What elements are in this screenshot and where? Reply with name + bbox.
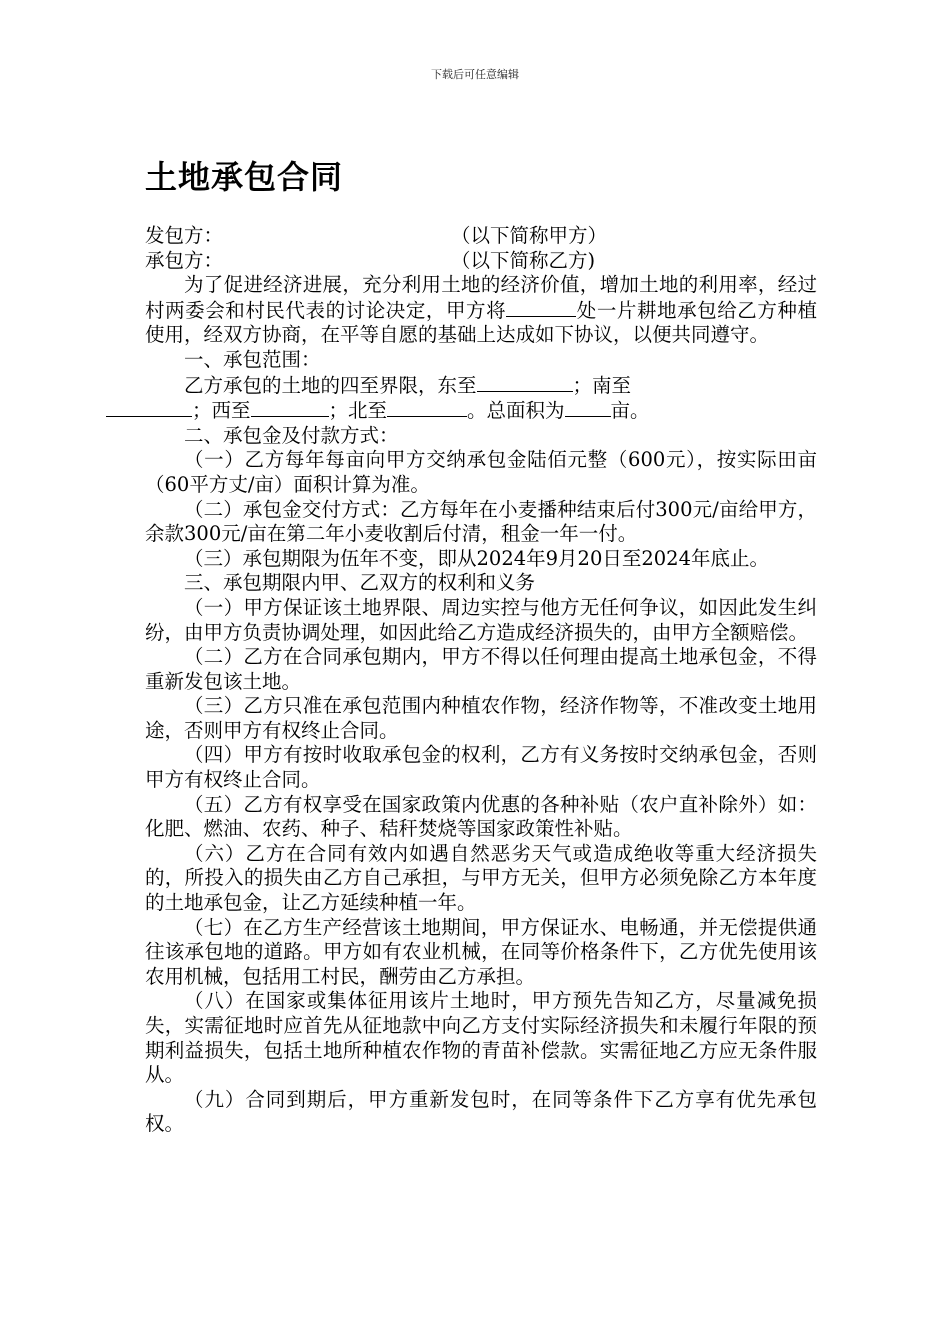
section3-item: （三）乙方只准在承包范围内种植农作物，经济作物等，不准改变土地用途，否则甲方有权终止合同。 [145, 694, 817, 742]
contractor-note: （以下简称乙方) [451, 248, 596, 272]
section3-item: （六）乙方在合同有效内如遇自然恶劣天气或造成绝收等重大经济损失的，所投入的损失由乙方自己承担，与甲方无关，但甲方必须免除乙方本年度的土地承包金，让乙方延续种植一年。 [145, 841, 817, 915]
employer-line [145, 224, 817, 249]
page-header-note: 下载后可任意编辑 [431, 68, 519, 81]
contract-body [145, 224, 817, 1137]
intro-part2: 处一片耕地承包给乙方种植使用，经双方协商，在平等自愿的基础上达成如下协议，以便共同遵守。 [145, 298, 817, 347]
intro-paragraph [145, 273, 817, 348]
section2-item: （二）承包金交付方式：乙方每年在小麦播种结束后付300元/亩给甲方，余款300元/亩在第二年小麦收割后付清，租金一年一付。 [145, 497, 817, 546]
intro-part1: 为了促进经济进展，充分利用土地的经济价值，增加土地的利用率，经过村两委会和村民代表的讨论决定，甲方将 [145, 273, 817, 322]
section3-item: （四）甲方有按时收取承包金的权利，乙方有义务按时交纳承包金，否则甲方有权终止合同。 [145, 743, 817, 792]
north-blank [387, 398, 467, 417]
section3-heading: 三、承包期限内甲、乙双方的权利和义务 [184, 571, 536, 595]
section3-item: （七）在乙方生产经营该土地期间，甲方保证水、电畅通，并无偿提供通往该承包地的道路。甲方如有农业机械，在同等价格条件下，乙方优先使用该农用机械，包括用工村民，酬劳由乙方承担。 [145, 915, 817, 988]
north-label: ；北至 [328, 399, 388, 423]
section2-item: （一）乙方每年每亩向甲方交纳承包金陆佰元整（600元），按实际田亩（60平方丈/亩）面积计算为准。 [145, 448, 817, 496]
east-label: 乙方承包的土地的四至界限，东至 [184, 373, 477, 397]
area-label: 。总面积为 [467, 399, 565, 423]
contractor-line [145, 249, 817, 274]
west-blank [251, 398, 329, 417]
east-blank [477, 373, 573, 392]
section3-item: （九）合同到期后，甲方重新发包时，在同等条件下乙方享有优先承包权。 [145, 1087, 817, 1136]
section3-item: （八）在国家或集体征用该片土地时，甲方预先告知乙方，尽量减免损失，实需征地时应首先从征地款中向乙方支付实际经济损失和未履行年限的预期利益损失，包括土地所种植农作物的青苗补偿款。实需征地乙方应无条件服从。 [145, 989, 817, 1087]
section2-item: （三）承包期限为伍年不变，即从2024年9月20日至2024年底止。 [184, 546, 769, 570]
south-blank [106, 398, 192, 417]
location-blank [506, 298, 576, 317]
employer-label: 发包方： [145, 224, 224, 247]
section3-item: （二）乙方在合同承包期内，甲方不得以任何理由提高土地承包金，不得重新发包该土地。 [145, 645, 817, 693]
contractor-label: 承包方： [145, 248, 224, 272]
area-unit: 亩。 [610, 399, 650, 423]
section2-heading: 二、承包金及付款方式： [184, 423, 399, 447]
section3-item: （一）甲方保证该土地界限、周边实控与他方无任何争议，如因此发生纠纷，由甲方负责协调处理，如因此给乙方造成经济损失的，由甲方全额赔偿。 [145, 595, 817, 644]
south-label: ；南至 [572, 373, 632, 397]
section3-item: （五）乙方有权享受在国家政策内优惠的各种补贴（农户直补除外）如：化肥、燃油、农药、种子、秸秆焚烧等国家政策性补贴。 [145, 792, 817, 841]
section1-boundaries [145, 373, 817, 424]
employer-note: （以下简称甲方） [451, 224, 608, 247]
document-title: 土地承包合同 [145, 158, 344, 196]
section1-heading: 一、承包范围： [184, 347, 321, 371]
west-label: ；西至 [192, 399, 251, 423]
area-blank [565, 398, 611, 417]
